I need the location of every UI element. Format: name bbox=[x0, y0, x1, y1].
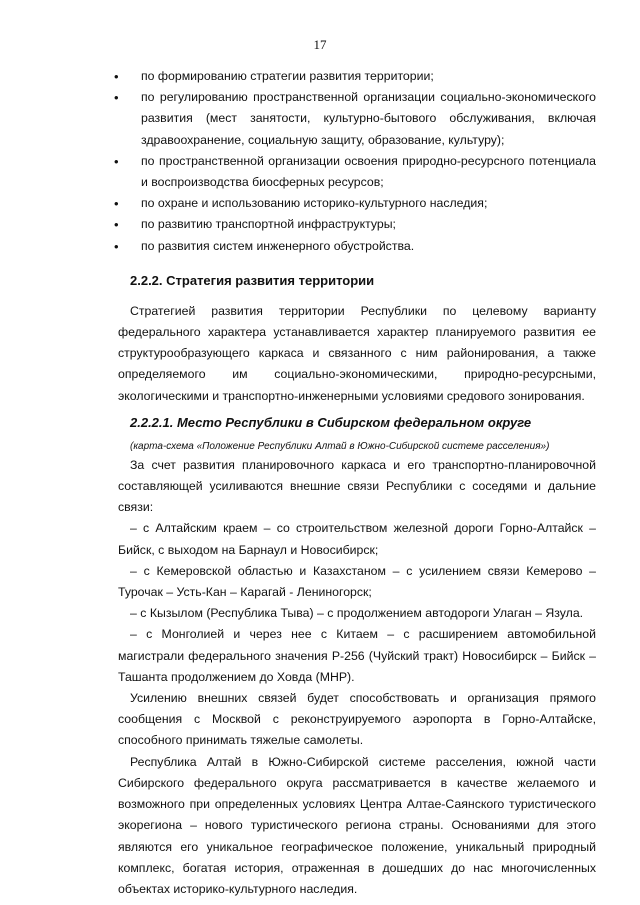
list-item: • по формированию стратегии развития территории; bbox=[118, 66, 596, 87]
subsection-heading: 2.2.2.1. Место Республики в Сибирском федеральном округе bbox=[130, 414, 532, 430]
list-item: • по развитию транспортной инфраструктуры; bbox=[118, 214, 596, 235]
paragraph: Республика Алтай в Южно-Сибирской системе расселения, южной части Сибирского федерального округа рассматривается в качестве желаемого и возможного при определенных условиях Центра Алтае-Саянского туристического экорегиона – нового туристического региона страны. Основаниями для этого являются его уникальное географическое положение, уникальный природный комплекс, богатая история, отраженная в дошедших до нас многочисленных объектах историко-культурного наследия. bbox=[118, 754, 596, 896]
list-item: • по регулированию пространственной организации социально-экономического развития (мест занятости, культурно-бытового обслуживания, включая здравоохранение, социальную защиту, образование, культуру); bbox=[118, 87, 596, 151]
list-item: • по пространственной организации освоения природно-ресурсного потенциала и воспроизводства биосферных ресурсов; bbox=[118, 151, 596, 193]
bullet-list bbox=[118, 66, 596, 257]
map-caption: (карта-схема «Положение Республики Алтай в Южно-Сибирской системе расселения») bbox=[130, 440, 550, 452]
paragraph: За счет развития планировочного каркаса и его транспортно-планировочной составляющей усиливаются внешние связи Республики с соседями и дальние связи: bbox=[118, 457, 596, 515]
paragraph: – с Алтайским краем – со строительством железной дороги Горно-Алтайск – Бийск, с выходом на Барнаул и Новосибирск; bbox=[118, 521, 596, 557]
section-heading: 2.2.2. Стратегия развития территории bbox=[130, 272, 375, 288]
page-number: 17 bbox=[313, 37, 327, 52]
page-content bbox=[118, 66, 596, 900]
paragraph: Усилению внешних связей будет способствовать и организация прямого сообщения с Москвой с реконструируемого аэропорта в Горно-Алтайске, способного принимать тяжелые самолеты. bbox=[118, 691, 596, 748]
section-paragraph: Стратегией развития территории Республики по целевому варианту федерального характера устанавливается характер планируемого развития ее структурообразующего каркаса и связанного с ним районирования, а также определяемого им социально-экономическими, природно-ресурсными, экологическими и транспортно-инженерными условиями средового зонирования. bbox=[118, 303, 596, 403]
list-item: • по развития систем инженерного обустройства. bbox=[118, 236, 596, 257]
paragraph: – с Монголией и через нее с Китаем – с расширением автомобильной магистрали федерального значения Р-256 (Чуйский тракт) Новосибирск – Бийск – Ташанта продолжением до Ховда (МНР). bbox=[118, 627, 596, 684]
paragraph: – с Кемеровской областью и Казахстаном – с усилением связи Кемерово – Турочак – Усть-Кан – Карагай - Лениногорск; bbox=[118, 563, 596, 600]
paragraph: – с Кызылом (Республика Тыва) – с продолжением автодороги Улаган – Язула. bbox=[130, 606, 584, 621]
list-item: • по охране и использованию историко-культурного наследия; bbox=[118, 193, 596, 214]
